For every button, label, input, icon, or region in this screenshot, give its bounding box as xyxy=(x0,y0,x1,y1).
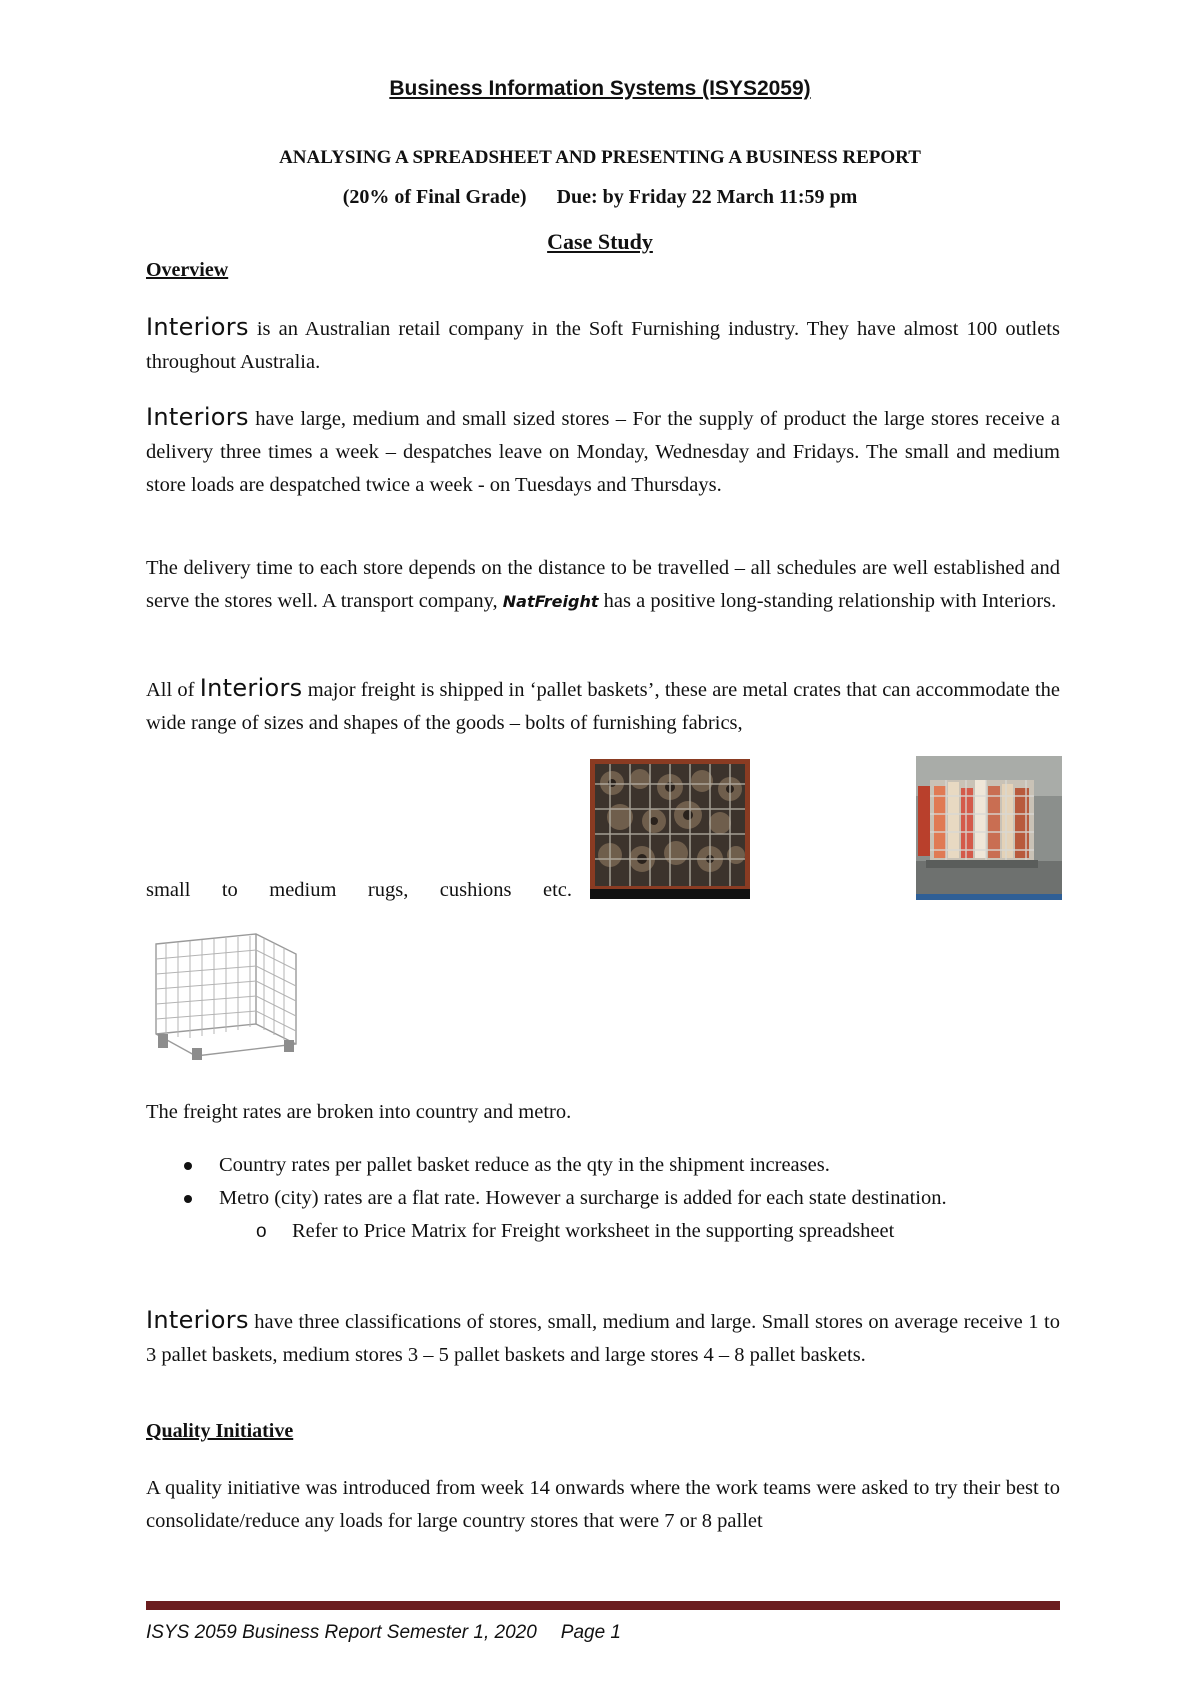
page-footer xyxy=(146,1622,621,1644)
list-item xyxy=(146,1149,1060,1182)
paragraph-store-sizes xyxy=(146,401,1060,502)
paragraph-delivery xyxy=(146,552,1060,618)
paragraph-text: has a positive long-standing relationship with Interiors. xyxy=(598,590,1057,612)
footer-label: ISYS 2059 Business Report Semester 1, 2020 xyxy=(146,1622,537,1643)
grade-due-line xyxy=(0,186,1200,209)
paragraph-text: All of xyxy=(146,679,200,701)
quality-initiative-heading: Quality Initiative xyxy=(146,1420,294,1442)
list-item xyxy=(146,1182,1060,1215)
brand-name: Interiors xyxy=(146,313,249,341)
paragraph-freight xyxy=(146,672,1060,740)
hollow-bullet-icon: o xyxy=(256,1221,267,1242)
empty-wire-pallet-basket-photo xyxy=(146,924,306,1064)
list-item-text: Metro (city) rates are a flat rate. However a surcharge is added for each state destination. xyxy=(219,1187,947,1209)
paragraph-quality-initiative: A quality initiative was introduced from week 14 onwards where the work teams were asked to try their best to consolidate/reduce any loads for large country stores that were 7 or 8 pallet xyxy=(146,1477,1060,1532)
due-date: Due: by Friday 22 March 11:59 pm xyxy=(556,186,858,208)
section-title: Case Study xyxy=(547,229,653,254)
assignment-title: ANALYSING A SPREADSHEET AND PRESENTING A BUSINESS REPORT xyxy=(279,147,921,168)
rates-intro: The freight rates are broken into country and metro. xyxy=(146,1101,572,1123)
sub-list-item-text: Refer to Price Matrix for Freight worksheet in the supporting spreadsheet xyxy=(292,1220,895,1242)
footer-rule xyxy=(146,1601,1060,1610)
page-number: Page 1 xyxy=(560,1622,622,1643)
overview-heading: Overview xyxy=(146,259,229,281)
company-name: NatFreight xyxy=(502,592,599,611)
grade-weight: (20% of Final Grade) xyxy=(342,186,527,208)
brand-name: Interiors xyxy=(146,1306,249,1334)
list-item-text: Country rates per pallet basket reduce as the qty in the shipment increases. xyxy=(219,1154,830,1176)
pallet-basket-with-fabric-rolls-photo xyxy=(590,759,750,899)
paragraph-text: major freight is shipped in ‘pallet baskets’, these are metal crates that can accommodate the wide range of sizes and shapes of the goods – bolts of furnishing fabrics, xyxy=(146,679,1060,734)
brand-name: Interiors xyxy=(199,674,303,702)
paragraph-text: have large, medium and small sized stores – For the supply of product the large stores receive a delivery three times a week – despatches leave on Monday, Wednesday and Fridays. The small and medium store loads are despatched twice a week - on Tuesdays and Thursdays. xyxy=(146,408,1060,496)
bullet-icon xyxy=(184,1195,192,1203)
paragraph-freight-continued: small to medium rugs, cushions etc. xyxy=(146,879,572,901)
paragraph-text: have three classifications of stores, small, medium and large. Small stores on average receive 1 to 3 pallet baskets, medium stores 3 – 5 pallet baskets and large stores 4 – 8 pallet baskets. xyxy=(146,1311,1060,1366)
paragraph-text: is an Australian retail company in the Soft Furnishing industry. They have almost 100 outlets throughout Australia. xyxy=(146,318,1060,373)
brand-name: Interiors xyxy=(146,403,249,431)
course-title: Business Information Systems (ISYS2059) xyxy=(389,77,811,100)
rates-list xyxy=(146,1149,1060,1248)
paragraph-text: The delivery time to each store depends on the distance to be travelled – all schedules are well established and serve the stores well. A transport company, xyxy=(146,557,1060,612)
pallet-basket-with-cushions-photo xyxy=(916,756,1062,900)
paragraph-intro xyxy=(146,311,1060,379)
sub-list-item xyxy=(146,1215,1060,1248)
paragraph-store-classifications xyxy=(146,1304,1060,1372)
bullet-icon xyxy=(184,1162,192,1170)
